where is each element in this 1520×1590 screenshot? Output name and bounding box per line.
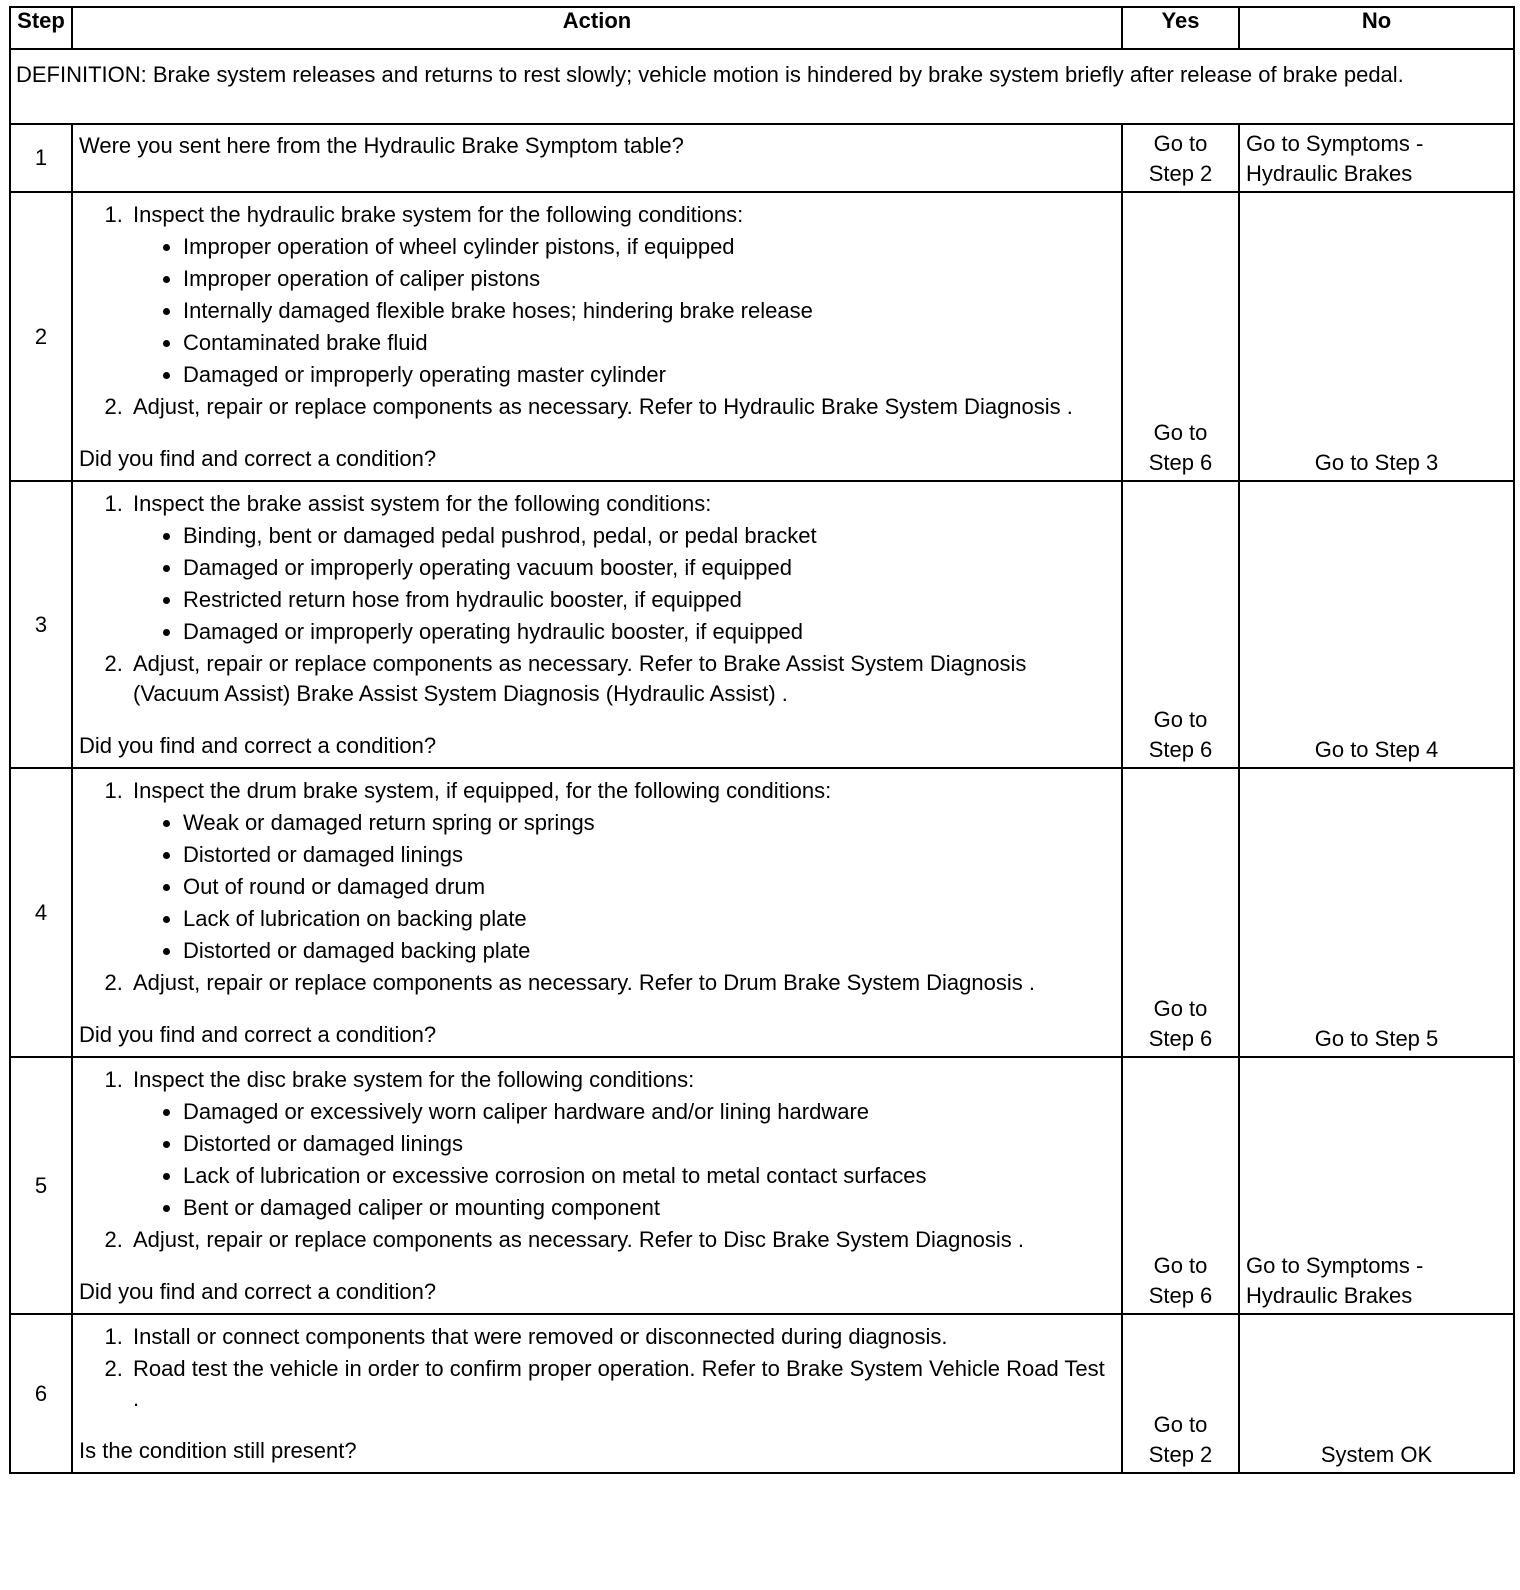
condition-list	[133, 232, 1115, 390]
step-row	[10, 192, 1514, 481]
action-cell	[72, 1057, 1122, 1314]
step-question: Did you find and correct a condition?	[79, 733, 437, 758]
action-steps-list	[79, 1065, 1115, 1255]
definition-text: DEFINITION: Brake system releases and returns to rest slowly; vehicle motion is hindered by brake system briefly after release of brake pedal.	[10, 49, 1514, 124]
action-step	[129, 200, 1115, 390]
action-step-text: Adjust, repair or replace components as necessary. Refer to Brake Assist System Diagnosis (Vacuum Assist) Brake Assist System Diagnosis (Hydraulic Assist) .	[133, 651, 1027, 706]
step-number: 2	[10, 192, 72, 481]
action-cell	[72, 192, 1122, 481]
step-number: 6	[10, 1314, 72, 1473]
action-step-text: Adjust, repair or replace components as necessary. Refer to Drum Brake System Diagnosis .	[133, 970, 1035, 995]
no-result	[1239, 192, 1514, 481]
condition-item: • Bent or damaged caliper or mounting component	[183, 1193, 1115, 1223]
action-cell	[72, 768, 1122, 1057]
condition-item: • Contaminated brake fluid	[183, 328, 1115, 358]
condition-item: • Distorted or damaged linings	[183, 1129, 1115, 1159]
condition-item: • Lack of lubrication or excessive corrosion on metal to metal contact surfaces	[183, 1161, 1115, 1191]
header-yes: Yes	[1122, 7, 1239, 49]
action-step-text: Install or connect components that were removed or disconnected during diagnosis.	[133, 1324, 948, 1349]
action-steps-list	[79, 776, 1115, 998]
yes-result	[1122, 124, 1239, 192]
action-cell	[72, 124, 1122, 192]
step-question: Were you sent here from the Hydraulic Brake Symptom table?	[79, 133, 684, 158]
step-number: 3	[10, 481, 72, 768]
no-result	[1239, 481, 1514, 768]
condition-item: • Improper operation of caliper pistons	[183, 264, 1115, 294]
yes-result-text: Go to Step 6	[1148, 1253, 1213, 1308]
yes-result	[1122, 1314, 1239, 1473]
action-steps-list	[79, 489, 1115, 709]
diagnostic-table	[9, 6, 1515, 1474]
step-row	[10, 768, 1514, 1057]
step-row	[10, 124, 1514, 192]
yes-result-text: Go to Step 2	[1148, 131, 1213, 186]
action-step	[129, 776, 1115, 966]
action-step	[129, 1354, 1115, 1414]
condition-item: • Damaged or improperly operating hydraulic booster, if equipped	[183, 617, 1115, 647]
condition-item: • Damaged or excessively worn caliper hardware and/or lining hardware	[183, 1097, 1115, 1127]
condition-item: • Out of round or damaged drum	[183, 872, 1115, 902]
condition-list	[133, 808, 1115, 966]
step-row	[10, 1314, 1514, 1473]
action-step	[129, 489, 1115, 647]
step-number: 4	[10, 768, 72, 1057]
action-step	[129, 968, 1115, 998]
no-result-text: System OK	[1320, 1442, 1433, 1467]
condition-item: • Weak or damaged return spring or springs	[183, 808, 1115, 838]
yes-result-text: Go to Step 2	[1148, 1412, 1213, 1467]
no-result	[1239, 1057, 1514, 1314]
no-result-text: Go to Symptoms - Hydraulic Brakes	[1246, 131, 1424, 186]
condition-list	[133, 1097, 1115, 1223]
yes-result-text: Go to Step 6	[1148, 707, 1213, 762]
condition-item: • Damaged or improperly operating vacuum booster, if equipped	[183, 553, 1115, 583]
yes-result	[1122, 192, 1239, 481]
condition-list	[133, 521, 1115, 647]
header-action: Action	[72, 7, 1122, 49]
step-row	[10, 481, 1514, 768]
action-step	[129, 1225, 1115, 1255]
action-steps-list	[79, 200, 1115, 422]
action-step	[129, 1065, 1115, 1223]
yes-result	[1122, 1057, 1239, 1314]
step-number: 5	[10, 1057, 72, 1314]
action-step	[129, 1322, 1115, 1352]
no-result	[1239, 768, 1514, 1057]
action-step-text: Adjust, repair or replace components as necessary. Refer to Hydraulic Brake System Diagnosis .	[133, 394, 1073, 419]
action-step-text: Road test the vehicle in order to confirm proper operation. Refer to Brake System Vehicle Road Test .	[133, 1356, 1105, 1411]
yes-result	[1122, 768, 1239, 1057]
no-result	[1239, 1314, 1514, 1473]
condition-item: • Distorted or damaged backing plate	[183, 936, 1115, 966]
step-number: 1	[10, 124, 72, 192]
condition-item: • Distorted or damaged linings	[183, 840, 1115, 870]
step-question: Did you find and correct a condition?	[79, 1279, 437, 1304]
yes-result-text: Go to Step 6	[1148, 996, 1213, 1051]
header-step: Step	[10, 7, 72, 49]
no-result-text: Go to Step 4	[1314, 737, 1439, 762]
step-row	[10, 1057, 1514, 1314]
action-step-text: Adjust, repair or replace components as necessary. Refer to Disc Brake System Diagnosis .	[133, 1227, 1024, 1252]
action-steps-list	[79, 1322, 1115, 1414]
condition-item: • Binding, bent or damaged pedal pushrod, pedal, or pedal bracket	[183, 521, 1115, 551]
yes-result	[1122, 481, 1239, 768]
condition-item: • Improper operation of wheel cylinder pistons, if equipped	[183, 232, 1115, 262]
no-result-text: Go to Symptoms - Hydraulic Brakes	[1246, 1253, 1424, 1308]
step-question: Is the condition still present?	[79, 1438, 357, 1463]
action-step-text: Inspect the hydraulic brake system for the following conditions:	[133, 202, 744, 227]
action-cell	[72, 481, 1122, 768]
action-step	[129, 392, 1115, 422]
action-step-text: Inspect the brake assist system for the following conditions:	[133, 491, 712, 516]
condition-item: • Restricted return hose from hydraulic booster, if equipped	[183, 585, 1115, 615]
action-cell	[72, 1314, 1122, 1473]
no-result-text: Go to Step 3	[1314, 450, 1439, 475]
yes-result-text: Go to Step 6	[1148, 420, 1213, 475]
step-question: Did you find and correct a condition?	[79, 446, 437, 471]
action-step-text: Inspect the disc brake system for the following conditions:	[133, 1067, 695, 1092]
action-step-text: Inspect the drum brake system, if equipped, for the following conditions:	[133, 778, 832, 803]
condition-item: • Internally damaged flexible brake hoses; hindering brake release	[183, 296, 1115, 326]
action-step	[129, 649, 1115, 709]
step-question: Did you find and correct a condition?	[79, 1022, 437, 1047]
condition-item: • Lack of lubrication on backing plate	[183, 904, 1115, 934]
header-no: No	[1239, 7, 1514, 49]
no-result	[1239, 124, 1514, 192]
header-row	[10, 7, 1514, 49]
definition-row	[10, 49, 1514, 124]
condition-item: • Damaged or improperly operating master cylinder	[183, 360, 1115, 390]
no-result-text: Go to Step 5	[1314, 1026, 1439, 1051]
